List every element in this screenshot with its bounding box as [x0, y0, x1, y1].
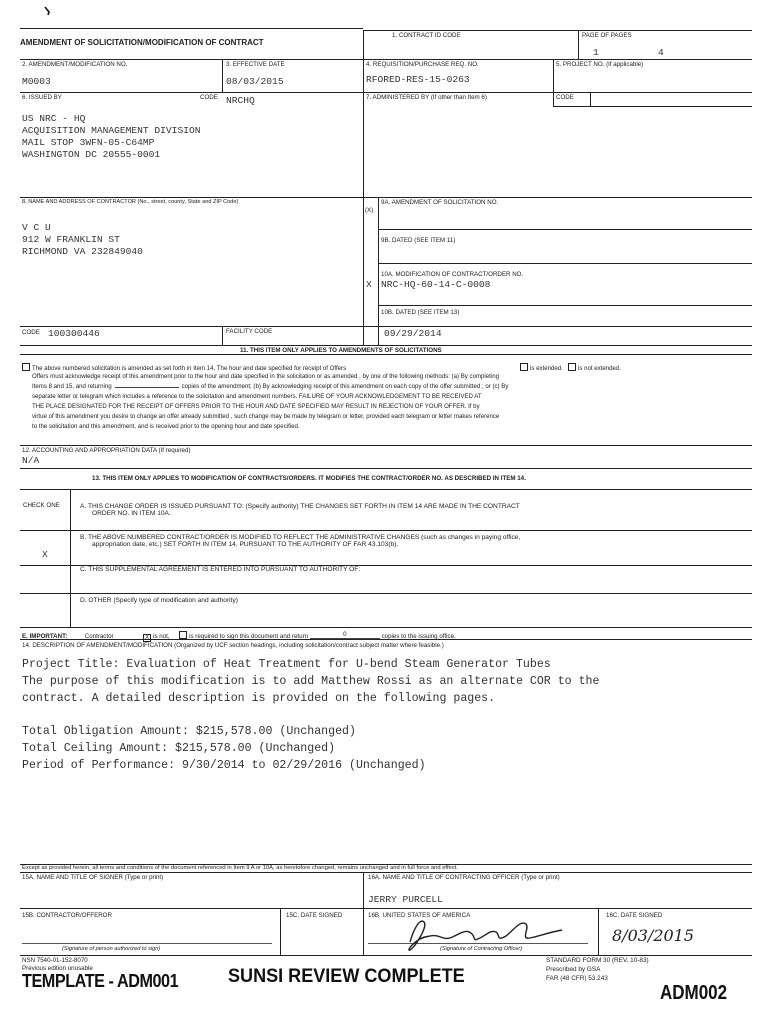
description-line-7: Period of Performance: 9/30/2014 to 02/29/2016 (Unchanged)	[22, 759, 426, 772]
item11-line-2: Offers must acknowledge receipt of this amendment prior to the hour and date specified in the solicitation or as amended , by one of the following methods: (a) By completing	[32, 373, 499, 380]
issued-by-code: NRCHQ	[226, 95, 255, 106]
not-extended-checkbox[interactable]	[568, 363, 576, 371]
requisition-no-label: 4. REQUISITION/PURCHASE REQ. NO.	[366, 61, 479, 68]
item11-line-7: to the solicitation and this amendment, and is received prior to the opening hour and date specified.	[32, 423, 300, 430]
description-line-2: The purpose of this modification is to add Matthew Rossi as an alternate COR to the	[22, 675, 600, 688]
contractor-code-value: 100300446	[48, 328, 100, 339]
project-no-label: 5. PROJECT NO. (If applicable)	[556, 61, 644, 68]
sunsi-review-stamp: SUNSI REVIEW COMPLETE	[228, 966, 465, 987]
accounting-data-value: N/A	[22, 455, 40, 466]
previous-edition: Previous edition unusable	[22, 965, 93, 972]
item11-line-6: virtue of this amendment you desire to change an offer already submitted , such change may be made by telegram or letter, provided each telegram or letter makes reference	[32, 413, 500, 420]
x-column-label: (X)	[365, 207, 374, 214]
usa-label: 16B. UNITED STATES OF AMERICA	[368, 912, 471, 919]
adm-stamp: ADM002	[660, 982, 728, 1004]
description-line-3: contract. A detailed description is provided on the following pages.	[22, 692, 496, 705]
item13b-line-1: B. THE ABOVE NUMBERED CONTRACT/ORDER IS MODIFIED TO REFLECT THE ADMINISTRATIVE CHANGES (such as changes in paying office,	[80, 534, 521, 541]
accounting-data-label: 12. ACCOUNTING AND APPROPRIATION DATA (If required)	[22, 447, 191, 454]
contract-id-code-label: 1. CONTRACT ID CODE	[392, 32, 461, 39]
item11-checkbox[interactable]	[22, 363, 30, 371]
solicitation-amendment-label: 9A. AMENDMENT OF SOLICITATION NO.	[381, 199, 499, 206]
except-provided-line: Except as provided herein, all terms and conditions of the document referenced in Item 9 A or 10A, as heretofore changed, remains unchanged and in full force and effect.	[22, 865, 458, 871]
contractor-line-2: 912 W FRANKLIN ST	[22, 234, 120, 245]
template-stamp: TEMPLATE - ADM001	[22, 971, 179, 991]
modification-x-mark: X	[366, 279, 372, 290]
nsn-number: NSN 7540-01-152-8070	[22, 957, 88, 964]
officer-signature	[380, 908, 590, 952]
signature-person-label: (Signature of person authorized to sign)	[62, 946, 161, 952]
issued-by-code-label: CODE	[200, 94, 218, 101]
officer-name-value: JERRY PURCELL	[368, 894, 443, 905]
issued-by-line-4: WASHINGTON DC 20555-0001	[22, 149, 161, 160]
item11-line-3: Items 8 and 15, and returning copies of the amendment; (b) By acknowledging receipt of this amendment on each copy of the offer submitted ; or (c) By	[32, 383, 509, 390]
item13b-x-mark: X	[42, 549, 48, 560]
solicitation-dated-label: 9B. DATED (SEE ITEM 11)	[381, 237, 456, 244]
scan-mark-icon	[44, 6, 52, 16]
signer-name-label: 15A. NAME AND TITLE OF SIGNER (Type or print)	[22, 874, 164, 881]
modification-no-label: 10A. MODIFICATION OF CONTRACT/ORDER NO.	[381, 271, 524, 278]
officer-date-signed-label: 16C. DATE SIGNED	[606, 912, 663, 919]
effective-date-value: 08/03/2015	[226, 76, 284, 87]
contractor-code-label: CODE	[22, 329, 40, 336]
modification-no-value: NRC-HQ-60-14-C-0008	[381, 279, 491, 290]
issued-by-line-1: US NRC - HQ	[22, 113, 86, 124]
modification-dated-label: 10B. DATED (SEE ITEM 13)	[381, 309, 460, 316]
facility-code-label: FACILITY CODE	[226, 328, 273, 335]
extended-checkbox[interactable]	[520, 363, 528, 371]
contractor-date-signed-label: 15C. DATE SIGNED	[286, 912, 343, 919]
issued-by-label: 6. ISSUED BY	[22, 94, 62, 101]
contractor-line-3: RICHMOND VA 232849040	[22, 246, 143, 257]
item11-line-4: separate letter or telegram which includes a reference to the solicitation and amendment numbers. FAILURE OF YOUR ACKNOWLEDGEMENT TO BE RECEIVED AT	[32, 393, 482, 400]
effective-date-label: 3. EFFECTIVE DATE	[226, 61, 285, 68]
description-line-1: Project Title: Evaluation of Heat Treatment for U-bend Steam Generator Tubes	[22, 658, 551, 671]
description-line-5: Total Obligation Amount: $215,578.00 (Unchanged)	[22, 725, 356, 738]
is-required-checkbox[interactable]	[179, 631, 187, 639]
check-one-label: CHECK ONE	[23, 502, 60, 509]
issued-by-line-2: ACQUISITION MANAGEMENT DIVISION	[22, 125, 201, 136]
item11-line-5: THE PLACE DESIGNATED FOR THE RECEIPT OF OFFERS PRIOR TO THE HOUR AND DATE SPECIFIED MAY RESULT IN REJECTION OF YOUR OFFER. If by	[32, 403, 480, 410]
amendment-no-value: M0003	[22, 76, 51, 87]
administered-by-label: 7. ADMINISTERED BY (If other than Item 6)	[366, 94, 487, 101]
contractor-offeror-label: 15B. CONTRACTOR/OFFEROR	[22, 912, 112, 919]
form-title: AMENDMENT OF SOLICITATION/MODIFICATION OF CONTRACT	[20, 38, 264, 47]
prescribed-by-label: Prescribed by GSA	[546, 966, 601, 973]
item13a-line-2: ORDER NO. IN ITEM 10A.	[92, 510, 171, 517]
item13c-line-1: C. THIS SUPPLEMENTAL AGREEMENT IS ENTERED INTO PURSUANT TO AUTHORITY OF:	[80, 566, 361, 573]
item11-header: 11. THIS ITEM ONLY APPLIES TO AMENDMENTS OF SOLICITATIONS	[240, 347, 442, 354]
description-label: 14. DESCRIPTION OF AMENDMENT/MODIFICATION (Organized by UCF section headings, including solicitation/contract subject matter where feasible.)	[22, 642, 444, 649]
officer-date-signed-value: 8/03/2015	[612, 926, 695, 945]
page-of-pages-label: PAGE OF PAGES	[582, 32, 632, 39]
item13a-line-1: A. THIS CHANGE ORDER IS ISSUED PURSUANT TO: (Specify authority) THE CHANGES SET FORTH IN ITEM 14 ARE MADE IN THE CONTRACT	[80, 503, 520, 510]
item13d-line-1: D. OTHER (Specify type of modification and authority)	[80, 597, 238, 604]
modification-dated-value: 09/29/2014	[384, 328, 442, 339]
item13-header: 13. THIS ITEM ONLY APPLIES TO MODIFICATION OF CONTRACTS/ORDERS. IT MODIFIES THE CONTRACT/ORDER NO. AS DESCRIBED IN ITEM 14.	[92, 475, 526, 482]
far-label: FAR (48 CFR) 53.243	[546, 975, 608, 982]
issued-by-line-3: MAIL STOP 3WFN-05-C64MP	[22, 137, 155, 148]
item11-line-1: The above numbered solicitation is amended as set forth in Item 14. The hour and date specified for receipt of Offers	[22, 363, 346, 372]
signature-officer-label: (Signature of Contracting Officer)	[440, 946, 523, 952]
page-number: 1	[593, 47, 599, 58]
is-not-checkbox[interactable]: X	[145, 635, 150, 641]
contractor-address-label: 8. NAME AND ADDRESS OF CONTRACTOR (No., street, county, State and ZIP Code)	[22, 199, 239, 205]
description-line-6: Total Ceiling Amount: $215,578.00 (Unchanged)	[22, 742, 336, 755]
officer-name-label: 16A. NAME AND TITLE OF CONTRACTING OFFICER (Type or print)	[368, 874, 560, 881]
total-pages: 4	[658, 47, 664, 58]
item13b-line-2: appropriation date, etc.) SET FORTH IN ITEM 14, PURSUANT TO THE AUTHORITY OF FAR 43.103(b).	[92, 541, 399, 548]
extension-options: is extended. is not extended.	[520, 363, 621, 372]
amendment-no-label: 2. AMENDMENT/MODIFICATION NO.	[22, 61, 128, 68]
copies-count: 0	[310, 631, 380, 639]
administered-by-code-label: CODE	[556, 94, 574, 101]
requisition-no-value: RFORED-RES-15-0263	[366, 74, 470, 85]
standard-form-label: STANDARD FORM 30 (REV. 10-83)	[546, 957, 649, 964]
contractor-line-1: V C U	[22, 222, 51, 233]
important-row: E. IMPORTANT: Contractor X is not, is required to sign this document and return 0 copies to the issuing office.	[22, 631, 456, 641]
